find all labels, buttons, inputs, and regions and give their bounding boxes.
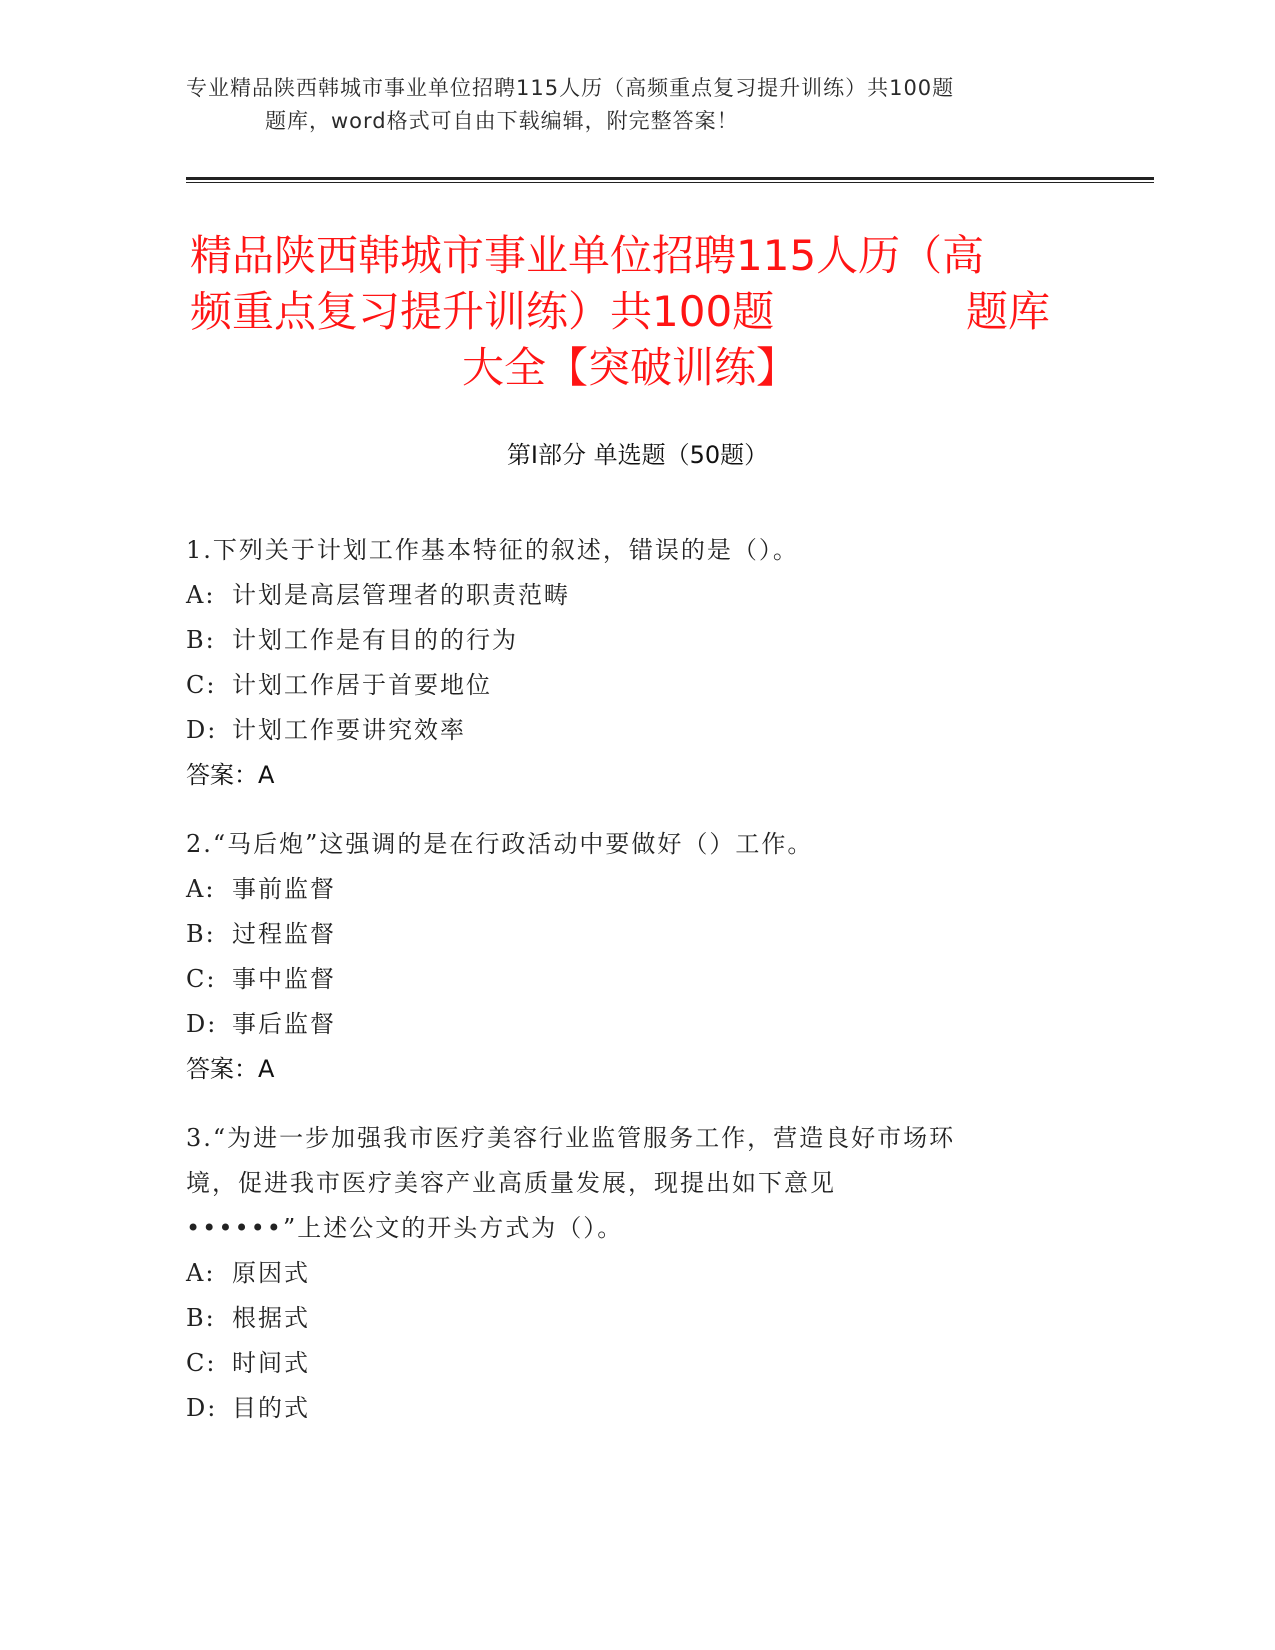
option-key: C: (186, 1349, 217, 1377)
header-rule-thick (186, 177, 1154, 180)
question-stem-line2: 境，促进我市医疗美容产业高质量发展，现提出如下意见 (186, 1169, 836, 1197)
document-title (190, 228, 1080, 396)
option-text: 计划工作是有目的的行为 (232, 626, 518, 654)
option-key: D: (186, 1010, 218, 1038)
title-line2-left: 频重点复习提升训练）共100题 (190, 287, 775, 336)
option-b (186, 1296, 1066, 1341)
title-line3: 大全【突破训练】 (461, 343, 798, 392)
option-a (186, 573, 1066, 618)
option-text: 原因式 (232, 1259, 310, 1287)
option-key: A: (186, 1259, 216, 1287)
title-line2 (190, 284, 1080, 340)
question-stem: 1.下列关于计划工作基本特征的叙述，错误的是（）。 (186, 536, 799, 564)
running-header-line2: 题库，word格式可自由下载编辑，附完整答案！ (265, 109, 739, 133)
option-text: 计划是高层管理者的职责范畴 (232, 581, 570, 609)
answer-line: 答案：A (186, 1055, 275, 1083)
option-d (186, 1386, 1066, 1431)
option-text: 根据式 (232, 1304, 310, 1332)
option-c (186, 1341, 1066, 1386)
question-2 (186, 822, 1066, 1092)
option-key: D: (186, 716, 218, 744)
option-text: 计划工作要讲究效率 (232, 716, 466, 744)
option-d (186, 708, 1066, 753)
question-list (186, 528, 1066, 1455)
option-text: 事前监督 (232, 875, 336, 903)
option-c (186, 663, 1066, 708)
option-key: A: (186, 875, 216, 903)
question-stem: 2.“马后炮”这强调的是在行政活动中要做好（）工作。 (186, 830, 814, 858)
option-key: A: (186, 581, 216, 609)
header-rule-thin (186, 182, 1154, 183)
section-heading: 第Ⅰ部分 单选题（50题） (506, 441, 769, 469)
title-line1: 精品陕西韩城市事业单位招聘115人历（高 (190, 231, 985, 280)
option-key: C: (186, 671, 217, 699)
option-key: B: (186, 1304, 216, 1332)
option-text: 计划工作居于首要地位 (232, 671, 492, 699)
question-stem-line1: 3.“为进一步加强我市医疗美容行业监管服务工作，营造良好市场环 (186, 1124, 956, 1152)
option-key: D: (186, 1394, 218, 1422)
option-text: 事后监督 (232, 1010, 336, 1038)
option-key: B: (186, 920, 216, 948)
option-d (186, 1002, 1066, 1047)
option-text: 目的式 (232, 1394, 310, 1422)
answer-line: 答案：A (186, 761, 275, 789)
option-key: B: (186, 626, 216, 654)
option-text: 事中监督 (232, 965, 336, 993)
question-stem-line3: ••••••”上述公文的开头方式为（）。 (186, 1214, 624, 1242)
option-c (186, 957, 1066, 1002)
option-text: 时间式 (232, 1349, 310, 1377)
option-text: 过程监督 (232, 920, 336, 948)
option-key: C: (186, 965, 217, 993)
option-b (186, 912, 1066, 957)
option-a (186, 1251, 1066, 1296)
option-b (186, 618, 1066, 663)
running-header-line1: 专业精品陕西韩城市事业单位招聘115人历（高频重点复习提升训练）共100题 (186, 76, 955, 100)
title-line2-right: 题库 (966, 287, 1051, 336)
option-a (186, 867, 1066, 912)
running-header (186, 72, 1066, 138)
question-1 (186, 528, 1066, 798)
question-3 (186, 1116, 1066, 1431)
